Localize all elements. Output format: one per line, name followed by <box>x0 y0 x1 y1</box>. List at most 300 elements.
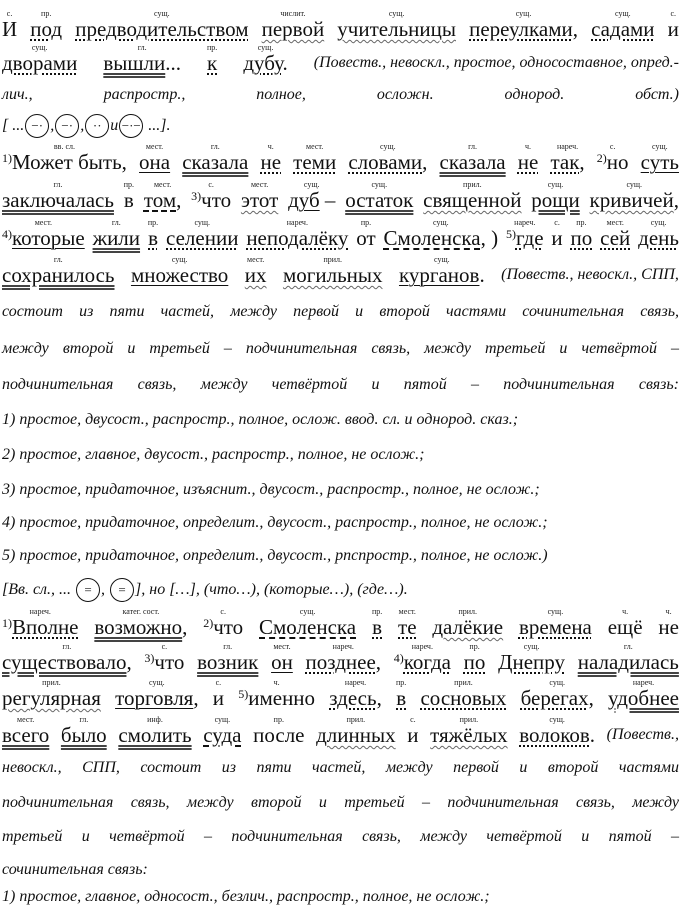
punctuation: , <box>126 650 132 674</box>
word: учительницы <box>337 17 456 41</box>
part-of-speech-label: мест. <box>606 218 624 227</box>
word-row <box>432 616 503 638</box>
word: заключалась <box>2 188 114 212</box>
word: вышли <box>103 51 166 75</box>
word-token <box>464 642 486 673</box>
word: селении <box>166 226 239 250</box>
word-row <box>30 18 62 40</box>
punctuation: . <box>282 51 288 75</box>
word-row <box>407 724 418 746</box>
word-token <box>197 642 258 673</box>
word-token <box>2 43 77 74</box>
word: их <box>244 263 267 287</box>
part-of-speech-label: пр. <box>576 218 587 227</box>
part-of-speech-label: нареч. <box>514 218 536 227</box>
word: и <box>212 686 225 710</box>
word-row <box>118 724 191 746</box>
word: после <box>253 723 305 747</box>
word-token <box>103 43 181 74</box>
analysis-text-line: 2) простое, главное, двусост., распростр., полное, не ослож.; <box>2 446 425 463</box>
word-token <box>641 142 679 173</box>
part-of-speech-label: сущ. <box>380 142 396 151</box>
word-row <box>591 18 654 40</box>
word-row <box>337 18 456 40</box>
analysis-text-line: 1) простое, главное, односост., безлич., распростр., полное, не ослож.; <box>2 888 490 905</box>
annotated-sentence-line <box>2 255 679 286</box>
word-token <box>356 218 375 249</box>
punctuation: . <box>479 263 485 287</box>
word-token <box>337 9 456 40</box>
word-token <box>600 218 630 249</box>
word: сказала <box>439 150 506 174</box>
word: так <box>550 150 580 174</box>
word-row <box>2 18 17 40</box>
clause-number: 4) <box>393 651 404 665</box>
annotated-sentence-line <box>2 180 679 211</box>
word-row <box>608 687 679 709</box>
word-row <box>531 189 579 211</box>
analysis-text-line: 3) простое, придаточное, изъяснит., двусост., распростр., полное, не ослож.; <box>2 481 540 498</box>
word-row <box>2 52 77 74</box>
punctuation: , <box>588 686 594 710</box>
word: она <box>139 150 171 174</box>
part-of-speech-label: сущ. <box>31 43 48 52</box>
word: первой <box>261 17 325 41</box>
clause-number: 5) <box>505 227 516 241</box>
schema-text: [Вв. сл., ... <box>2 581 76 598</box>
part-of-speech-label: гл. <box>62 642 72 651</box>
word-row <box>271 651 293 673</box>
part-of-speech-label: пр. <box>147 218 159 227</box>
word-row <box>144 189 182 211</box>
word-token <box>144 180 182 211</box>
word-token <box>506 218 544 249</box>
part-of-speech-label: гл. <box>137 43 147 52</box>
part-of-speech-label: сущ. <box>149 678 165 687</box>
part-of-speech-label: пр. <box>396 678 407 687</box>
word: И <box>2 17 18 41</box>
word-row <box>518 151 539 173</box>
word-row <box>182 151 248 173</box>
word: в <box>372 615 383 639</box>
word: наладилась <box>577 650 679 674</box>
word-token <box>519 607 592 638</box>
part-of-speech-label: гл. <box>468 142 477 151</box>
word-row <box>2 264 115 286</box>
part-of-speech-label: сущ. <box>214 715 231 724</box>
word-row <box>469 18 578 40</box>
word-token <box>658 607 679 638</box>
word-token <box>423 180 521 211</box>
word-token <box>345 180 413 211</box>
word-row <box>283 264 383 286</box>
punctuation: , <box>376 686 382 710</box>
word-token <box>608 607 643 638</box>
word-token <box>551 218 562 249</box>
word-token <box>203 607 243 638</box>
word-token <box>440 142 506 173</box>
word-token <box>241 180 278 211</box>
word-row <box>345 189 413 211</box>
word: в <box>123 188 134 212</box>
word-token <box>124 180 134 211</box>
word-token <box>262 9 325 40</box>
word-token <box>166 218 238 249</box>
word-token <box>131 255 228 286</box>
part-of-speech-label: сущ. <box>433 218 449 227</box>
part-of-speech-label: сущ. <box>652 142 668 151</box>
word: неподалёку <box>246 226 349 250</box>
word-token <box>372 607 382 638</box>
word: Днепру <box>498 650 565 674</box>
word: к <box>207 51 218 75</box>
word: по <box>463 650 486 674</box>
word: всего <box>2 723 50 747</box>
schema-text: , <box>101 581 110 598</box>
word-row <box>2 189 114 211</box>
word: регулярная <box>2 686 101 710</box>
part-of-speech-label: с. <box>609 142 616 151</box>
word-row <box>578 651 679 673</box>
word-row <box>638 227 679 249</box>
word-row <box>420 687 506 709</box>
part-of-speech-label: сущ. <box>626 180 643 189</box>
schema-circle: = <box>76 578 100 602</box>
word: тяжёлых <box>430 723 508 747</box>
part-of-speech-label: сущ. <box>388 9 405 18</box>
word: день <box>638 226 679 250</box>
analysis-text-line: сочинительная связь: <box>2 861 148 878</box>
word-row <box>464 651 486 673</box>
part-of-speech-label: ч. <box>273 678 280 687</box>
word-token <box>203 715 241 746</box>
word-row <box>423 189 521 211</box>
analysis-text-line: состоит из пяти частей, между первой и второй частями сочинительная связь, <box>2 303 679 320</box>
word-token <box>590 180 679 211</box>
word-token <box>182 142 248 173</box>
word: Может быть <box>12 150 122 174</box>
clause-number: 4) <box>2 227 12 241</box>
word-row <box>260 151 281 173</box>
punctuation: , <box>579 150 585 174</box>
sentence-schema <box>2 578 679 602</box>
sentence-characteristic: (Повеств., невоскл., СПП, <box>501 266 679 283</box>
word: словами <box>348 150 423 174</box>
part-of-speech-label: сущ. <box>549 715 565 724</box>
word-token <box>518 142 539 173</box>
schema-circle: ·· <box>85 114 109 138</box>
word-row <box>571 227 593 249</box>
word: что <box>154 650 185 674</box>
word: волоков <box>519 723 590 747</box>
word-row <box>139 151 170 173</box>
word: далёкие <box>432 615 504 639</box>
word-token <box>2 180 114 211</box>
word: том <box>143 188 177 212</box>
word: когда <box>403 650 451 674</box>
word-token <box>2 642 132 673</box>
clause-number: 3) <box>144 651 155 665</box>
word-row <box>203 724 241 746</box>
part-of-speech-label: прил. <box>458 607 478 616</box>
word-row <box>440 151 506 173</box>
part-of-speech-label: пр. <box>273 715 284 724</box>
analysis-text-line: невоскл., СПП, состоит из пяти частей, между первой и второй частями <box>2 759 679 776</box>
word-row <box>253 724 304 746</box>
word-row <box>550 151 584 173</box>
word-row <box>103 52 181 74</box>
schema-circle: = <box>110 578 134 602</box>
part-of-speech-label: сущ. <box>549 678 566 687</box>
clause-number: 5) <box>238 687 249 701</box>
part-of-speech-label: сущ. <box>257 43 274 52</box>
part-of-speech-label: числит. <box>280 9 306 18</box>
part-of-speech-label: пр. <box>207 43 218 52</box>
word-row <box>372 616 382 638</box>
word-token <box>293 142 336 173</box>
word: которые <box>12 226 85 250</box>
word: времена <box>518 615 592 639</box>
sentence-schema <box>2 114 679 138</box>
word: возможно <box>94 615 183 639</box>
word: дуб <box>288 188 320 212</box>
word-row <box>348 151 427 173</box>
word: в <box>396 686 407 710</box>
part-of-speech-label: с. <box>6 9 13 18</box>
word-row <box>197 651 258 673</box>
part-of-speech-label: мест. <box>153 180 172 189</box>
annotated-sentence-line <box>2 715 679 746</box>
word-token <box>2 715 49 746</box>
part-of-speech-label: сущ. <box>371 180 388 189</box>
punctuation: . <box>589 723 596 747</box>
word-token <box>139 142 170 173</box>
word: Смоленска <box>259 615 357 639</box>
punctuation: , ) <box>480 226 499 250</box>
word-token <box>591 9 654 40</box>
word-row <box>329 687 382 709</box>
part-of-speech-label: нареч. <box>344 678 367 687</box>
part-of-speech-label: мест. <box>250 180 269 189</box>
word: но <box>606 150 629 174</box>
word-token <box>94 607 187 638</box>
word: священной <box>423 188 522 212</box>
word: остаток <box>345 188 414 212</box>
word-row <box>148 227 158 249</box>
clause-number: 3) <box>191 189 202 203</box>
part-of-speech-label: с. <box>161 642 168 651</box>
word-token <box>608 678 679 709</box>
word: предводительством <box>75 17 249 41</box>
word: по <box>570 226 593 250</box>
word-token <box>519 715 595 746</box>
word-token <box>316 715 396 746</box>
word-row <box>203 616 243 638</box>
word: сохранилось <box>2 263 115 287</box>
word: возник <box>197 650 259 674</box>
part-of-speech-label: пр. <box>360 218 372 227</box>
word: кривичей <box>589 188 674 212</box>
word-row <box>259 616 356 638</box>
word-row <box>213 687 224 709</box>
word-token <box>469 9 578 40</box>
word-token <box>259 607 356 638</box>
word-token <box>668 9 679 40</box>
word-row <box>288 189 335 211</box>
word-row <box>316 724 396 746</box>
word: садами <box>591 17 655 41</box>
word-row <box>600 227 630 249</box>
word-token <box>348 142 427 173</box>
word: не <box>517 150 539 174</box>
word: ещё <box>607 615 643 639</box>
word: смолить <box>118 723 192 747</box>
part-of-speech-label: гл. <box>53 255 63 264</box>
word-row <box>131 264 228 286</box>
word-row <box>207 52 217 74</box>
word: сей <box>600 226 631 250</box>
word-row <box>521 687 594 709</box>
part-of-speech-label: нареч. <box>286 218 308 227</box>
word: в <box>148 226 158 250</box>
word: дворами <box>2 51 78 75</box>
word-token <box>2 607 79 638</box>
word-token <box>148 218 158 249</box>
part-of-speech-label: с. <box>208 180 214 189</box>
punctuation: , <box>422 150 428 174</box>
annotated-sentence-line <box>2 142 679 173</box>
analysis-text-line: 1) простое, двусост., распростр., полное, ослож. ввод. сл. и однород. сказ.; <box>2 411 519 428</box>
part-of-speech-label: ч. <box>665 607 672 616</box>
word-row <box>241 189 278 211</box>
word-token <box>75 9 248 40</box>
punctuation: , <box>572 17 578 41</box>
punctuation: , <box>193 686 199 710</box>
part-of-speech-label: инф. <box>147 715 163 724</box>
part-of-speech-label: ч. <box>525 142 532 151</box>
word-token <box>271 642 293 673</box>
word-token <box>2 9 17 40</box>
part-of-speech-label: прил. <box>346 715 366 724</box>
word: здесь <box>329 686 377 710</box>
word-token <box>578 642 679 673</box>
word-row <box>668 18 679 40</box>
word-token <box>571 218 593 249</box>
word-token <box>245 255 267 286</box>
word-row <box>75 18 248 40</box>
word-row <box>245 264 267 286</box>
word-token <box>638 218 679 249</box>
word-token <box>191 180 231 211</box>
word: этот <box>240 188 279 212</box>
word-row <box>608 616 643 638</box>
word-row <box>144 651 184 673</box>
word-row <box>396 687 406 709</box>
part-of-speech-label: сущ. <box>523 642 540 651</box>
word-row <box>61 724 107 746</box>
word: могильных <box>282 263 383 287</box>
part-of-speech-label: мест. <box>247 255 265 264</box>
word: рощи <box>531 188 580 212</box>
clause-number: 2) <box>596 151 607 165</box>
word-row <box>2 687 101 709</box>
word: Смоленска <box>383 226 481 250</box>
word-token <box>115 678 199 709</box>
part-of-speech-label: гл. <box>79 715 89 724</box>
part-of-speech-label: с. <box>220 607 226 616</box>
part-of-speech-label: сущ. <box>615 9 631 18</box>
part-of-speech-label: мест. <box>145 142 164 151</box>
part-of-speech-label: нареч. <box>29 607 51 616</box>
word-row <box>356 227 375 249</box>
word-token <box>394 642 451 673</box>
word-row <box>641 151 679 173</box>
word-token <box>243 43 287 74</box>
word-token <box>430 715 507 746</box>
clause-number: 1) <box>2 151 12 165</box>
part-of-speech-label: гл. <box>111 218 121 227</box>
word: и <box>407 723 419 747</box>
part-of-speech-label: прил. <box>323 255 343 264</box>
part-of-speech-label: сущ. <box>547 607 564 616</box>
part-of-speech-label: мест. <box>398 607 416 616</box>
word-token <box>2 218 85 249</box>
analysis-text-line: лич., распростр., полное, осложн. однород. обст.) <box>2 86 679 103</box>
word-token <box>399 255 485 286</box>
word: курганов <box>398 263 480 287</box>
word-row <box>506 227 544 249</box>
part-of-speech-label: нареч. <box>632 678 655 687</box>
schema-text: , <box>50 117 55 134</box>
word: сосновых <box>420 686 507 710</box>
word-row <box>519 616 592 638</box>
word: где <box>515 226 544 250</box>
word-row <box>191 189 231 211</box>
word: и <box>551 226 563 250</box>
word-row <box>658 616 679 638</box>
part-of-speech-label: прил. <box>42 678 61 687</box>
word-row <box>551 227 562 249</box>
schema-text: [ ... <box>2 117 25 134</box>
word-token <box>288 180 335 211</box>
clause-number: 1) <box>2 616 12 630</box>
part-of-speech-label: сущ. <box>547 180 564 189</box>
word: берегах <box>520 686 589 710</box>
annotated-sentence-line <box>2 642 679 673</box>
word: не <box>260 150 282 174</box>
word-row <box>2 227 85 249</box>
punctuation: ... <box>165 51 181 75</box>
word-row <box>306 651 381 673</box>
word-row <box>2 151 127 173</box>
word-row <box>94 616 187 638</box>
word-token <box>61 715 107 746</box>
part-of-speech-label: нареч. <box>411 642 433 651</box>
word-row <box>398 616 417 638</box>
word: он <box>271 650 293 674</box>
word-token <box>2 142 127 173</box>
word-token <box>93 218 140 249</box>
schema-text: , <box>80 117 85 134</box>
word-row <box>115 687 199 709</box>
part-of-speech-label: гл. <box>623 642 633 651</box>
word-row <box>124 189 134 211</box>
part-of-speech-label: пр. <box>123 180 135 189</box>
punctuation: – <box>319 188 336 212</box>
word-token <box>306 642 381 673</box>
part-of-speech-label: сущ. <box>650 218 667 227</box>
word: не <box>658 615 679 639</box>
